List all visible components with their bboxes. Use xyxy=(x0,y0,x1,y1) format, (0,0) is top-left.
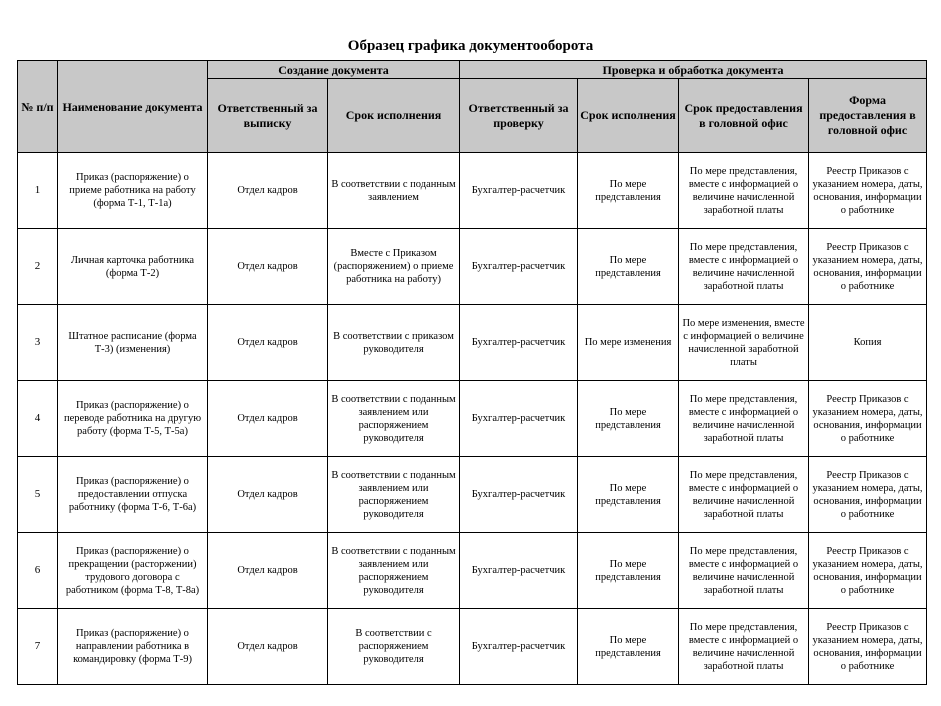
cell-deadline-head-office: По мере представления, вместе с информацией о величине начисленной заработной платы xyxy=(679,533,809,609)
page-title: Образец графика документооборота xyxy=(347,38,594,54)
cell-deadline: В соответствии с распоряжением руководителя xyxy=(328,609,460,685)
cell-deadline-head-office: По мере представления, вместе с информацией о величине начисленной заработной платы xyxy=(679,229,809,305)
cell-num: 1 xyxy=(18,153,58,229)
cell-deadline-head-office: По мере представления, вместе с информацией о величине начисленной заработной платы xyxy=(679,153,809,229)
cell-form-head-office: Реестр Приказов с указанием номера, даты, основания, информации о работнике xyxy=(809,609,927,685)
cell-deadline-head-office: По мере изменения, вместе с информацией о величине начисленной заработной платы xyxy=(679,305,809,381)
header-form-head-office: Форма предоставления в головной офис xyxy=(809,79,927,153)
cell-resp-issue: Отдел кадров xyxy=(208,229,328,305)
header-name: Наименование документа xyxy=(58,61,208,153)
table-row xyxy=(18,457,927,533)
cell-document-name: Приказ (распоряжение) о предоставлении отпуска работнику (форма Т-6, Т-6а) xyxy=(58,457,208,533)
header-resp-issue: Ответственный за выписку xyxy=(208,79,328,153)
cell-deadline: В соответствии с поданным заявлением xyxy=(328,153,460,229)
cell-deadline-2: По мере представления xyxy=(578,457,679,533)
cell-deadline-head-office: По мере представления, вместе с информацией о величине начисленной заработной платы xyxy=(679,457,809,533)
cell-resp-issue: Отдел кадров xyxy=(208,609,328,685)
table-body xyxy=(18,153,927,685)
cell-num: 5 xyxy=(18,457,58,533)
cell-deadline: В соответствии с поданным заявлением или распоряжением руководителя xyxy=(328,457,460,533)
header-group-check: Проверка и обработка документа xyxy=(460,61,927,79)
cell-document-name: Приказ (распоряжение) о прекращении (расторжении) трудового договора с работником (форма Т-8, Т-8а) xyxy=(58,533,208,609)
cell-resp-check: Бухгалтер-расчетчик xyxy=(460,533,578,609)
document-flow-table xyxy=(17,60,927,685)
cell-deadline: В соответствии с поданным заявлением или распоряжением руководителя xyxy=(328,533,460,609)
cell-document-name: Приказ (распоряжение) о переводе работника на другую работу (форма Т-5, Т-5а) xyxy=(58,381,208,457)
cell-deadline-head-office: По мере представления, вместе с информацией о величине начисленной заработной платы xyxy=(679,609,809,685)
cell-document-name: Приказ (распоряжение) о приеме работника на работу (форма Т-1, Т-1а) xyxy=(58,153,208,229)
header-deadline-exec-2: Срок исполнения xyxy=(578,79,679,153)
table-row xyxy=(18,533,927,609)
cell-resp-check: Бухгалтер-расчетчик xyxy=(460,609,578,685)
header-num: № п/п xyxy=(18,61,58,153)
cell-resp-issue: Отдел кадров xyxy=(208,381,328,457)
cell-deadline-2: По мере представления xyxy=(578,533,679,609)
cell-form-head-office: Реестр Приказов с указанием номера, даты, основания, информации о работнике xyxy=(809,533,927,609)
cell-num: 2 xyxy=(18,229,58,305)
cell-resp-check: Бухгалтер-расчетчик xyxy=(460,305,578,381)
cell-resp-issue: Отдел кадров xyxy=(208,533,328,609)
header-deadline-head-office: Срок предоставления в головной офис xyxy=(679,79,809,153)
cell-resp-check: Бухгалтер-расчетчик xyxy=(460,381,578,457)
cell-form-head-office: Реестр Приказов с указанием номера, даты, основания, информации о работнике xyxy=(809,457,927,533)
cell-form-head-office: Реестр Приказов с указанием номера, даты, основания, информации о работнике xyxy=(809,381,927,457)
cell-deadline-2: По мере представления xyxy=(578,229,679,305)
cell-resp-check: Бухгалтер-расчетчик xyxy=(460,457,578,533)
table-row xyxy=(18,305,927,381)
cell-num: 4 xyxy=(18,381,58,457)
table-row xyxy=(18,153,927,229)
table-header xyxy=(18,61,927,153)
cell-deadline-2: По мере представления xyxy=(578,381,679,457)
header-resp-check: Ответственный за проверку xyxy=(460,79,578,153)
cell-deadline: В соответствии с приказом руководителя xyxy=(328,305,460,381)
cell-document-name: Личная карточка работника (форма Т-2) xyxy=(58,229,208,305)
cell-deadline-2: По мере представления xyxy=(578,153,679,229)
cell-deadline-2: По мере изменения xyxy=(578,305,679,381)
cell-resp-issue: Отдел кадров xyxy=(208,153,328,229)
table-row xyxy=(18,609,927,685)
cell-num: 7 xyxy=(18,609,58,685)
cell-deadline-head-office: По мере представления, вместе с информацией о величине начисленной заработной платы xyxy=(679,381,809,457)
cell-resp-check: Бухгалтер-расчетчик xyxy=(460,153,578,229)
cell-form-head-office: Копия xyxy=(809,305,927,381)
cell-form-head-office: Реестр Приказов с указанием номера, даты, основания, информации о работнике xyxy=(809,153,927,229)
cell-form-head-office: Реестр Приказов с указанием номера, даты, основания, информации о работнике xyxy=(809,229,927,305)
header-deadline-exec: Срок исполнения xyxy=(328,79,460,153)
table-row xyxy=(18,229,927,305)
cell-document-name: Приказ (распоряжение) о направлении работника в командировку (форма Т-9) xyxy=(58,609,208,685)
cell-deadline: Вместе с Приказом (распоряжением) о приеме работника на работу) xyxy=(328,229,460,305)
cell-deadline-2: По мере представления xyxy=(578,609,679,685)
cell-resp-issue: Отдел кадров xyxy=(208,305,328,381)
cell-document-name: Штатное расписание (форма Т-3) (изменения) xyxy=(58,305,208,381)
table-row xyxy=(18,381,927,457)
cell-num: 3 xyxy=(18,305,58,381)
header-group-creation: Создание документа xyxy=(208,61,460,79)
cell-resp-check: Бухгалтер-расчетчик xyxy=(460,229,578,305)
cell-deadline: В соответствии с поданным заявлением или распоряжением руководителя xyxy=(328,381,460,457)
cell-resp-issue: Отдел кадров xyxy=(208,457,328,533)
cell-num: 6 xyxy=(18,533,58,609)
